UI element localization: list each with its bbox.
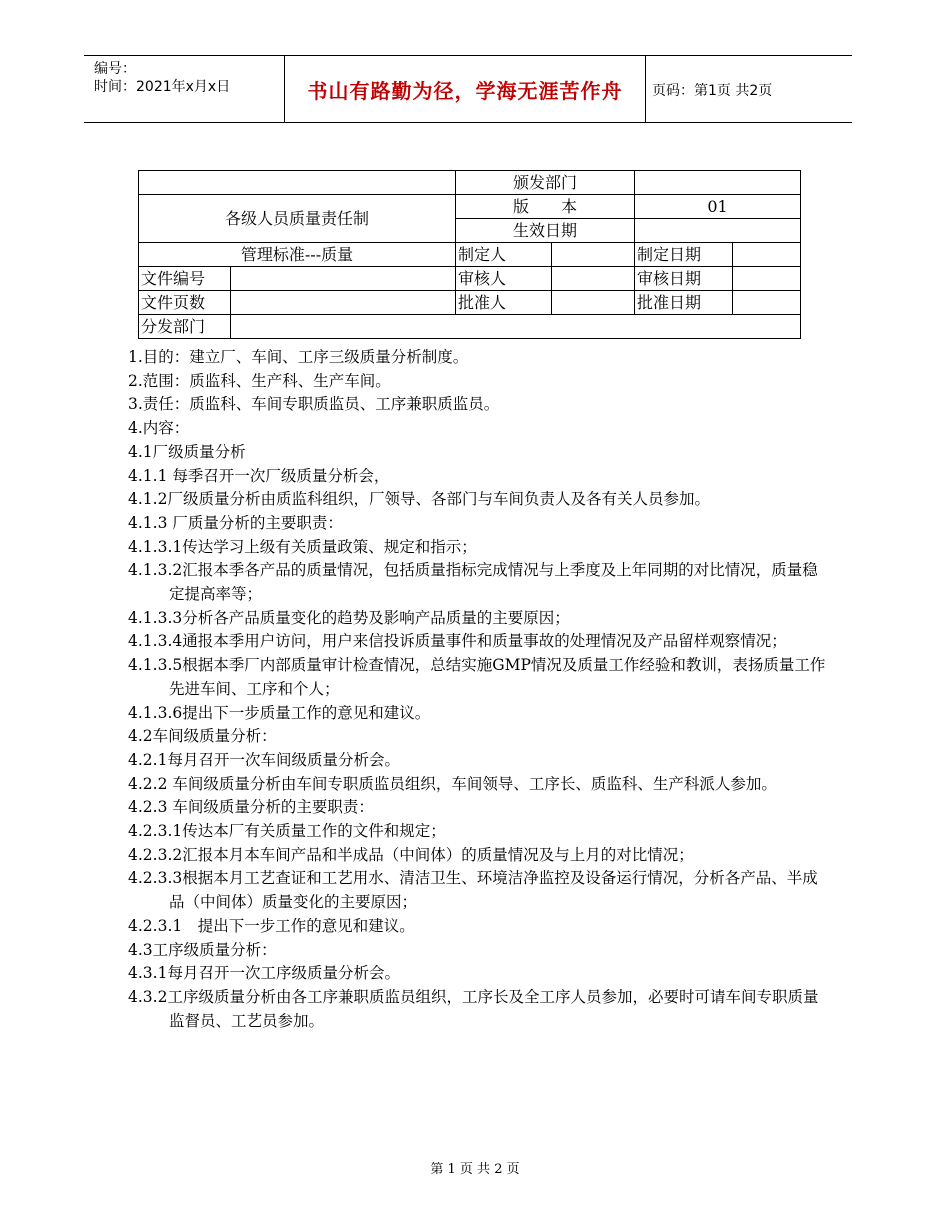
- body-paragraph: 4.1.1 每季召开一次厂级质量分析会，: [128, 466, 390, 485]
- body-paragraph: 4.2.3.1传达本厂有关质量工作的文件和规定；: [128, 822, 446, 841]
- issuing-dept-value: [635, 171, 801, 195]
- approve-date-label: 批准日期: [635, 291, 733, 315]
- approve-date-value: [733, 291, 801, 315]
- issuing-dept-label: 颁发部门: [456, 171, 635, 195]
- body-paragraph: 4.3工序级质量分析：: [128, 940, 277, 959]
- body-paragraph: 4.2.3.3根据本月工艺查证和工艺用水、清洁卫生、环境洁净监控及设备运行情况，分析各产品、半成品（中间体）质量变化的主要原因；: [128, 869, 818, 912]
- body-paragraph: 4.内容：: [128, 419, 190, 438]
- drafter-label: 制定人: [456, 243, 552, 267]
- body-paragraph: 4.2车间级质量分析：: [128, 727, 277, 746]
- body-paragraph: 2.范围：质监科、生产科、生产车间。: [128, 371, 391, 390]
- document-number-label: 编号：: [94, 61, 136, 77]
- document-info-table: [138, 170, 801, 339]
- version-label: 版 本: [456, 195, 635, 219]
- body-paragraph: 4.3.1每月召开一次工序级质量分析会。: [128, 964, 400, 983]
- version-value: 01: [635, 195, 801, 219]
- draft-date-label: 制定日期: [635, 243, 733, 267]
- body-paragraph: 4.3.2工序级质量分析由各工序兼职质监员组织，工序长及全工序人员参加，必要时可请车间专职质量监督员、工艺员参加。: [128, 987, 819, 1030]
- page-header: [84, 55, 852, 123]
- body-paragraph: 4.1.3 厂质量分析的主要职责：: [128, 513, 343, 532]
- body-paragraph: 3.责任：质监科、车间专职质监员、工序兼职质监员。: [128, 395, 500, 414]
- body-paragraph: 4.2.2 车间级质量分析由车间专职质监员组织，车间领导、工序长、质监科、生产科派人参加。: [128, 774, 777, 793]
- document-body: [128, 346, 828, 1033]
- body-paragraph: 4.1.3.6提出下一步质量工作的意见和建议。: [128, 703, 431, 722]
- body-paragraph: 4.1.3.1传达学习上级有关质量政策、规定和指示；: [128, 537, 477, 556]
- doc-title-top-cell: [139, 171, 456, 195]
- body-paragraph: 4.1.3.3分析各产品质量变化的趋势及影响产品质量的主要原因；: [128, 608, 570, 627]
- body-paragraph: 1.目的：建立厂、车间、工序三级质量分析制度。: [128, 348, 469, 366]
- effective-date-label: 生效日期: [456, 219, 635, 243]
- header-meta: [94, 60, 284, 96]
- body-paragraph: 4.1厂级质量分析: [128, 442, 246, 461]
- distribution-label: 分发部门: [139, 315, 231, 339]
- approver-value: [552, 291, 635, 315]
- doc-category: 管理标准---质量: [139, 243, 456, 267]
- doc-number-label: 文件编号: [139, 267, 231, 291]
- drafter-value: [552, 243, 635, 267]
- page-count-value: [231, 291, 456, 315]
- body-paragraph: 4.2.3.1 提出下一步工作的意见和建议。: [128, 916, 415, 935]
- doc-number-value: [231, 267, 456, 291]
- review-date-value: [733, 267, 801, 291]
- document-time-label: 时间：2021年x月x日: [94, 79, 231, 95]
- body-paragraph: 4.1.2厂级质量分析由质监科组织，厂领导、各部门与车间负责人及各有关人员参加。: [128, 490, 710, 509]
- body-paragraph: 4.1.3.2汇报本季各产品的质量情况，包括质量指标完成情况与上季度及上年同期的对比情况，质量稳定提高率等；: [128, 561, 818, 604]
- page-count-label: 文件页数: [139, 291, 231, 315]
- distribution-value: [231, 315, 801, 339]
- body-paragraph: 4.2.1每月召开一次车间级质量分析会。: [128, 750, 400, 769]
- body-paragraph: 4.1.3.4通报本季用户访问，用户来信投诉质量事件和质量事故的处理情况及产品留样观察情况；: [128, 632, 787, 651]
- draft-date-value: [733, 243, 801, 267]
- page-footer: 第 1 页 共 2 页: [430, 1162, 520, 1177]
- review-date-label: 审核日期: [635, 267, 733, 291]
- body-paragraph: 4.2.3.2汇报本月本车间产品和半成品（中间体）的质量情况及与上月的对比情况；: [128, 845, 694, 864]
- doc-title: 各级人员质量责任制: [139, 195, 456, 243]
- body-paragraph: 4.2.3 车间级质量分析的主要职责：: [128, 798, 374, 817]
- header-motto: 书山有路勤为径，学海无涯苦作舟: [307, 78, 623, 103]
- effective-date-value: [635, 219, 801, 243]
- header-page-number: 页码：第1页 共2页: [652, 83, 773, 99]
- reviewer-value: [552, 267, 635, 291]
- approver-label: 批准人: [456, 291, 552, 315]
- body-paragraph: 4.1.3.5根据本季厂内部质量审计检查情况，总结实施GMP情况及质量工作经验和教训，表扬质量工作先进车间、工序和个人；: [128, 656, 826, 698]
- reviewer-label: 审核人: [456, 267, 552, 291]
- header-motto-cell: [284, 56, 646, 122]
